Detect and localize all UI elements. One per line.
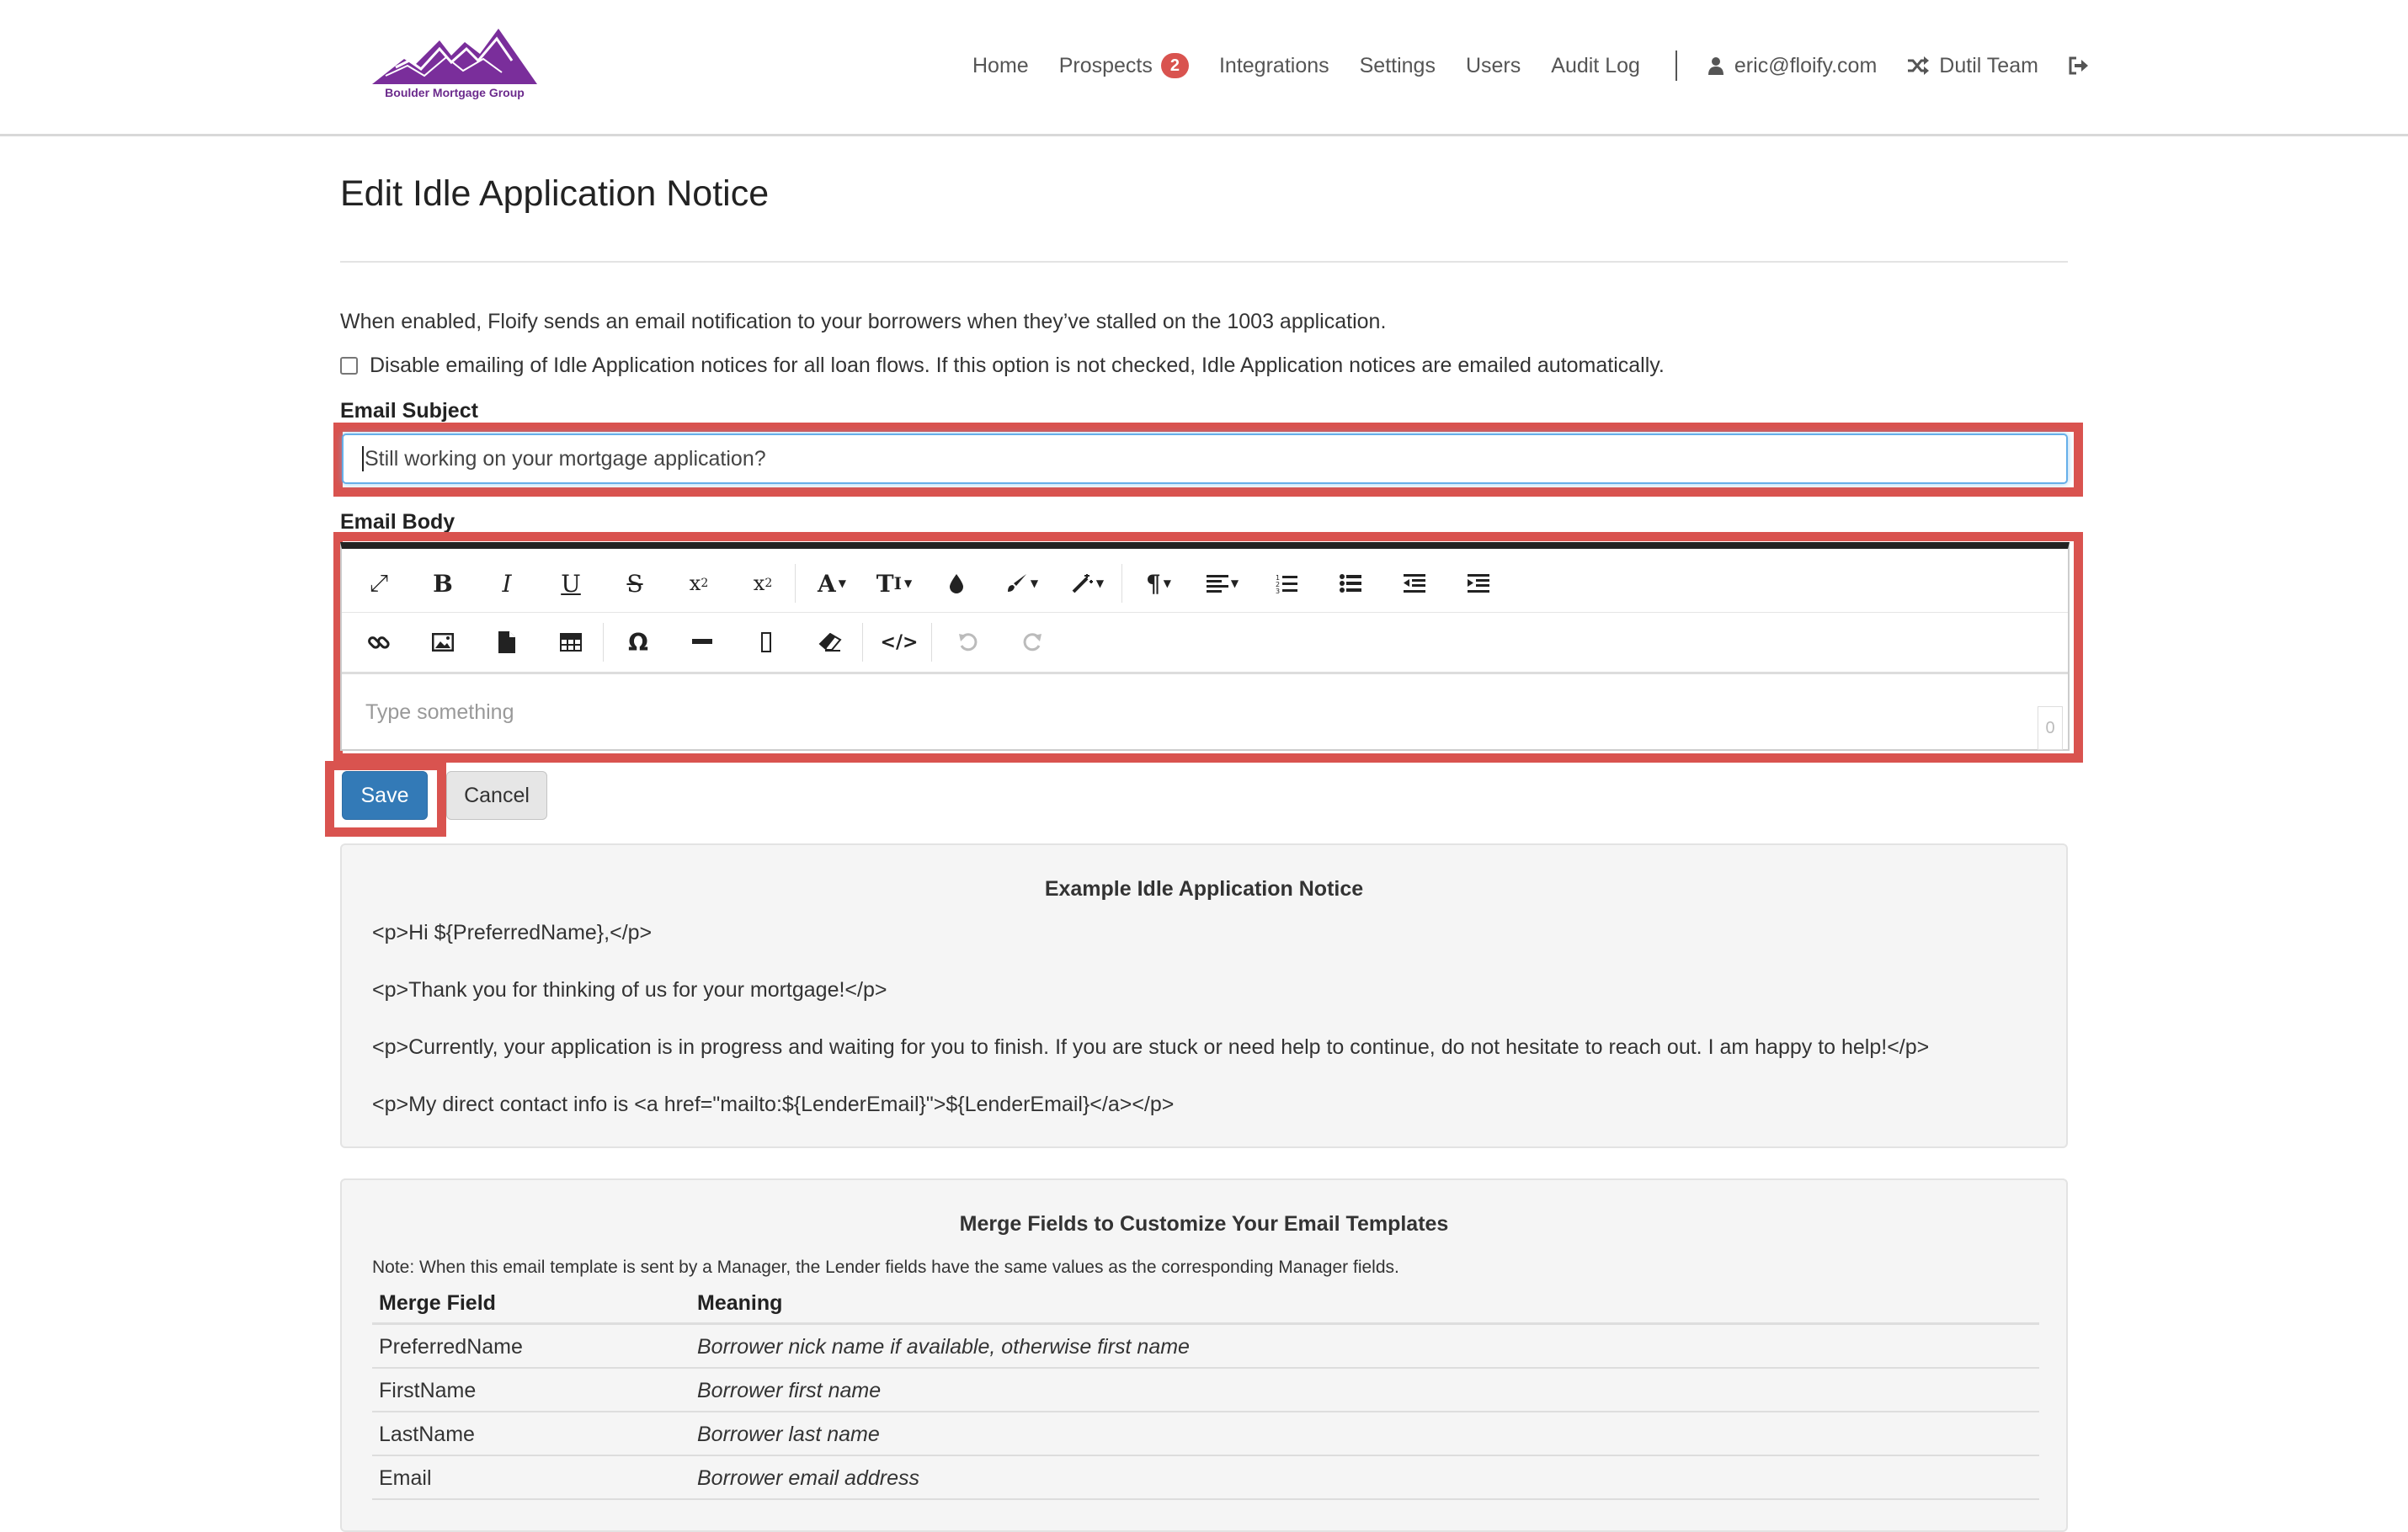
shuffle-icon: [1907, 56, 1929, 75]
title-divider: [340, 261, 2068, 263]
sign-out-icon: [2069, 56, 2089, 75]
editor-toolbar-row-2: [342, 613, 2068, 672]
fullscreen-icon[interactable]: ⤢: [369, 569, 389, 597]
example-notice-title: Example Idle Application Notice: [1044, 877, 1364, 901]
merge-fields-table: [372, 1281, 2039, 1500]
nav-switch-team[interactable]: [1907, 54, 2038, 78]
magic-wand-icon[interactable]: ▼: [1063, 554, 1113, 613]
merge-fields-note: Note: When this email template is sent by a Manager, the Lender fields have the same values as the corresponding Manager fields.: [372, 1258, 1399, 1277]
example-notice-panel: [340, 843, 2068, 1148]
column-header: Meaning: [697, 1290, 783, 1315]
strikethrough-icon[interactable]: S: [626, 569, 643, 598]
example-line: <p>Thank you for thinking of us for your mortgage!</p>: [372, 978, 887, 1002]
cancel-button[interactable]: Cancel: [446, 771, 547, 820]
toolbar-separator: [862, 623, 863, 662]
email-subject-value: Still working on your mortgage application?: [365, 446, 766, 471]
editor-content-area[interactable]: [342, 672, 2068, 751]
email-subject-input[interactable]: [342, 434, 2068, 484]
ordered-list-icon[interactable]: [1261, 554, 1312, 613]
nav-home[interactable]: [972, 54, 1029, 78]
brand-logo[interactable]: [370, 24, 539, 108]
unordered-list-icon[interactable]: [1325, 554, 1376, 613]
nav-prospects-label: Prospects: [1058, 53, 1153, 77]
merge-field-meaning: Borrower first name: [697, 1378, 882, 1402]
link-icon[interactable]: [354, 613, 404, 672]
bold-icon[interactable]: B: [433, 569, 453, 598]
table-row: [372, 1325, 2039, 1369]
merge-fields-panel: [340, 1178, 2068, 1532]
email-body-label: Email Body: [340, 510, 455, 534]
svg-text:1: 1: [1276, 574, 1281, 582]
nav-audit-log[interactable]: [1551, 54, 1640, 78]
undo-icon[interactable]: [943, 613, 994, 672]
merge-fields-title: Merge Fields to Customize Your Email Templates: [959, 1212, 1449, 1236]
toolbar-separator: [931, 623, 932, 662]
table-row: [372, 1412, 2039, 1456]
indent-icon[interactable]: [1453, 554, 1504, 613]
table-icon[interactable]: [546, 613, 596, 672]
table-header-row: [372, 1281, 2039, 1325]
clear-formatting-icon[interactable]: [805, 613, 855, 672]
page-title: Edit Idle Application Notice: [340, 173, 770, 214]
editor-toolbar-row-1: [342, 554, 2068, 613]
image-icon[interactable]: [418, 613, 468, 672]
email-subject-label: Email Subject: [340, 399, 478, 423]
nav-integrations[interactable]: [1219, 54, 1329, 78]
column-header: Merge Field: [379, 1290, 496, 1315]
text-color-icon[interactable]: [931, 554, 982, 613]
merge-field-name: LastName: [379, 1422, 475, 1446]
subscript-icon[interactable]: x 2: [689, 572, 709, 595]
nav-settings-label: Settings: [1359, 53, 1436, 77]
user-email: eric@floify.com: [1734, 53, 1878, 77]
disable-emailing-label[interactable]: Disable emailing of Idle Application notices for all loan flows. If this option is not checked, Idle Application notices are emailed automatically.: [370, 354, 1665, 377]
nav-settings[interactable]: [1360, 54, 1436, 78]
file-icon[interactable]: [482, 613, 532, 672]
merge-field-name: Email: [379, 1466, 432, 1490]
underline-icon[interactable]: U: [561, 569, 581, 598]
example-line: <p>Hi ${PreferredName},</p>: [372, 921, 653, 944]
merge-field-name: PreferredName: [379, 1334, 523, 1359]
merge-field-name: FirstName: [379, 1378, 477, 1402]
svg-text:3: 3: [1276, 588, 1281, 593]
toolbar-separator: [795, 564, 796, 603]
merge-field-meaning: Borrower email address: [697, 1466, 919, 1490]
team-name: Dutil Team: [1939, 53, 2038, 77]
superscript-icon[interactable]: x 2: [753, 572, 773, 595]
svg-text:2: 2: [1276, 581, 1281, 588]
table-row: [372, 1369, 2039, 1412]
horizontal-line-icon[interactable]: [677, 613, 727, 672]
sign-out-button[interactable]: [2069, 56, 2099, 75]
character-counter: 0: [2038, 706, 2063, 750]
logo-text: Boulder Mortgage Group: [385, 86, 525, 99]
disable-emailing-checkbox[interactable]: [340, 357, 358, 375]
nav-divider: [1675, 51, 1677, 81]
nav-integrations-label: Integrations: [1218, 53, 1329, 77]
main-nav: [972, 49, 2129, 82]
prospects-count-badge: 2: [1161, 53, 1189, 78]
email-body-editor: [340, 542, 2070, 751]
italic-icon[interactable]: I: [502, 569, 512, 598]
code-view-icon[interactable]: </>: [880, 631, 919, 653]
nav-audit-log-label: Audit Log: [1551, 53, 1640, 77]
nav-users-label: Users: [1465, 53, 1521, 77]
nav-user-account[interactable]: [1707, 54, 1877, 78]
paragraph-format-icon[interactable]: ¶ ▼: [1145, 569, 1172, 598]
disable-emailing-row: [340, 354, 1665, 378]
font-size-icon[interactable]: T I ▼: [876, 569, 913, 598]
font-family-icon[interactable]: A ▼: [818, 569, 846, 598]
example-line: <p>My direct contact info is <a href="mailto:${LenderEmail}">${LenderEmail}</a></p>: [372, 1093, 1175, 1116]
mountain-logo-icon: [370, 24, 539, 88]
merge-field-meaning: Borrower last name: [697, 1422, 880, 1446]
nav-prospects[interactable]: [1059, 53, 1189, 78]
toolbar-separator: [603, 623, 604, 662]
table-row: [372, 1456, 2039, 1500]
merge-field-meaning: Borrower nick name if available, otherwise first name: [697, 1334, 1190, 1359]
intro-text: When enabled, Floify sends an email notification to your borrowers when they’ve stalled on the 1003 application.: [340, 310, 1387, 333]
save-button[interactable]: Save: [342, 771, 428, 820]
special-characters-icon[interactable]: Ω: [628, 628, 648, 657]
nav-home-label: Home: [972, 53, 1029, 77]
align-icon[interactable]: ▼: [1197, 554, 1248, 613]
editor-placeholder: Type something: [365, 700, 514, 724]
example-line: <p>Currently, your application is in progress and waiting for you to finish. If you are stuck or need help to continue, do not hesitate to reach out. I am happy to help!</p>: [372, 1035, 1930, 1059]
top-navbar: [0, 0, 2408, 136]
text-caret: [362, 446, 364, 471]
user-icon: [1707, 56, 1724, 75]
redo-icon[interactable]: [1007, 613, 1057, 672]
nav-users[interactable]: [1466, 54, 1521, 78]
toolbar-separator: [1121, 564, 1122, 603]
select-all-icon[interactable]: [741, 613, 791, 672]
outdent-icon[interactable]: [1389, 554, 1440, 613]
paint-brush-icon[interactable]: ▼: [997, 554, 1047, 613]
